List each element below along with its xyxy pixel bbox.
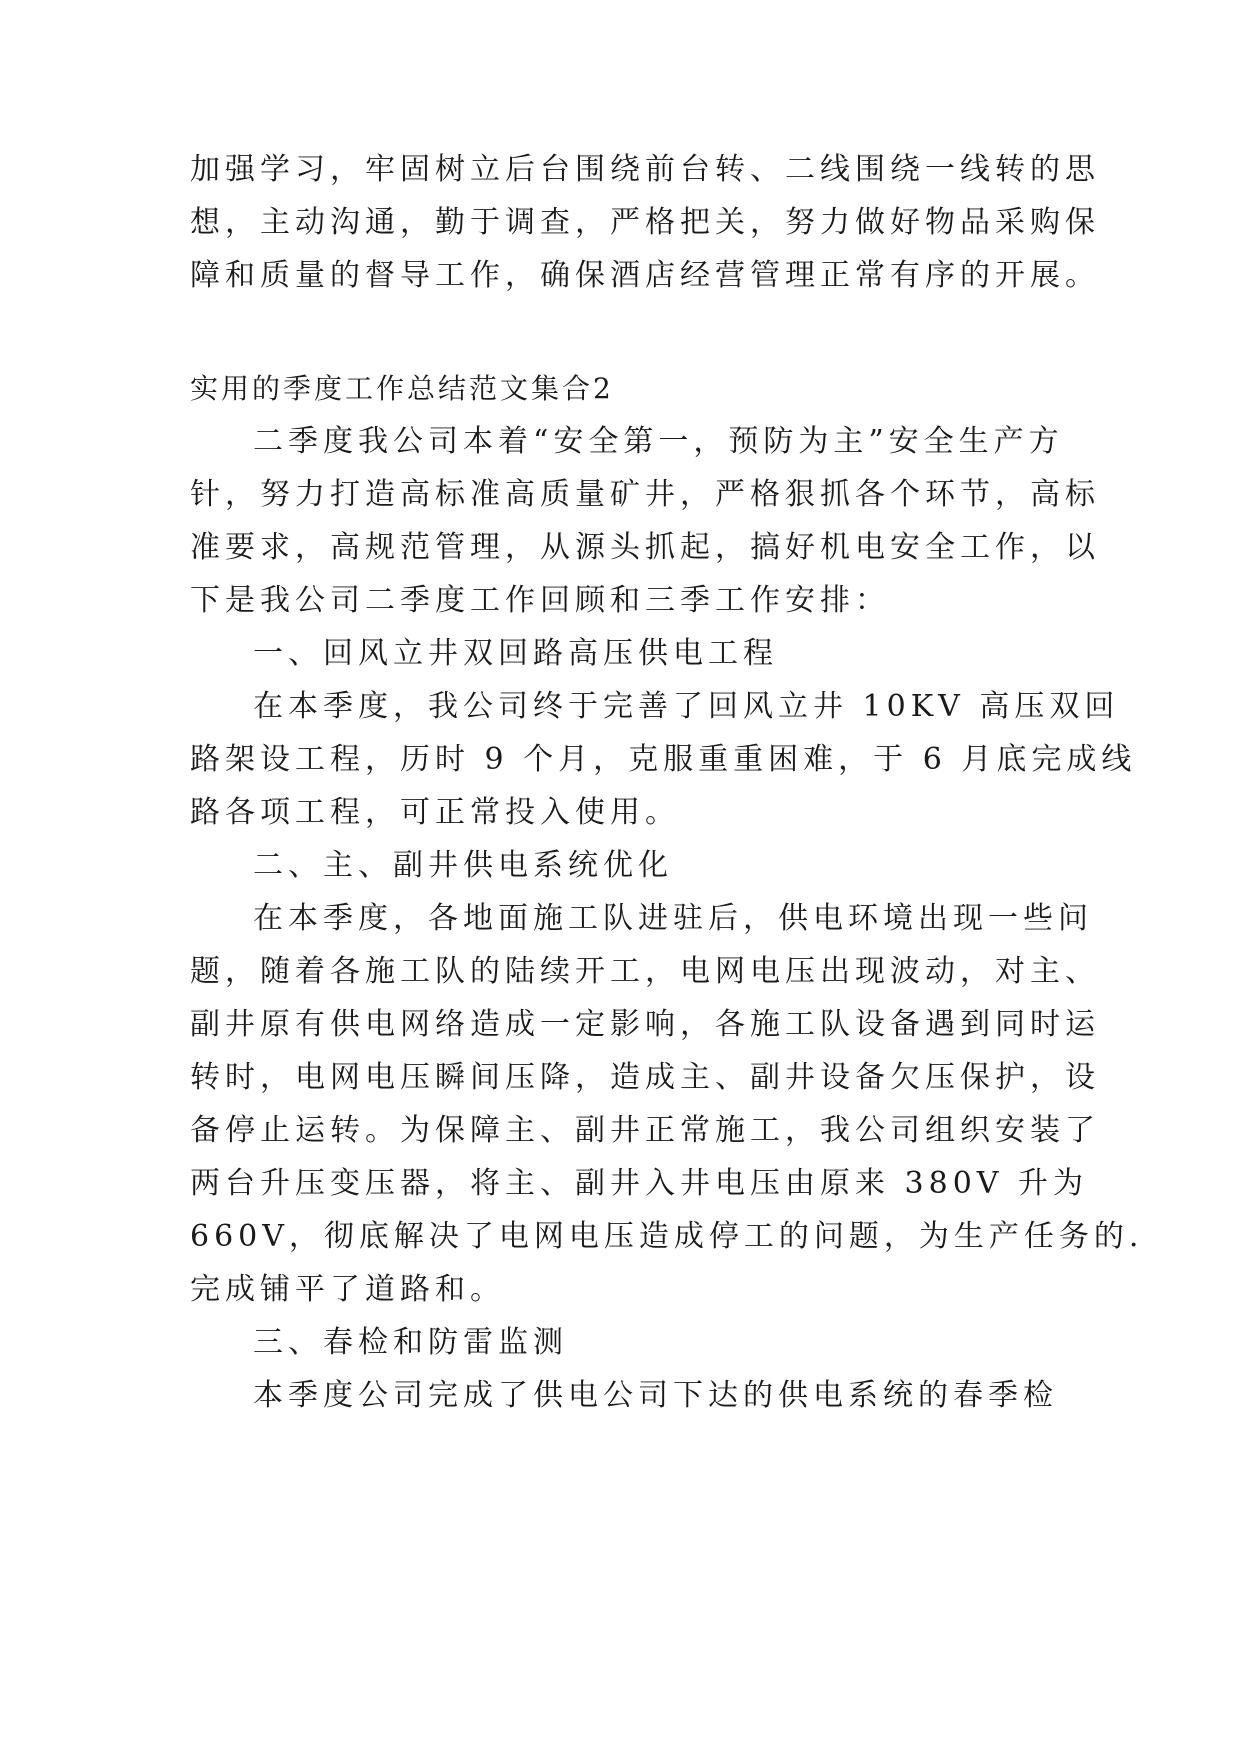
- para1-line-4: 下是我公司二季度工作回顾和三季工作安排：: [190, 583, 890, 618]
- section1-line-1: 在本季度，我公司终于完善了回风立井 10KV 高压双回: [253, 689, 1120, 724]
- section2-line-1: 在本季度，各地面施工队进驻后，供电环境出现一些问: [253, 901, 1093, 936]
- section2-line-5: 备停止运转。为保障主、副井正常施工，我公司组织安装了: [190, 1113, 1100, 1148]
- section3-heading: 三、春检和防雷监测: [253, 1325, 568, 1360]
- section2-line-4: 转时，电网电压瞬间压降，造成主、副井设备欠压保护，设: [190, 1060, 1100, 1095]
- para1-line-1: 二季度我公司本着“安全第一，预防为主”安全生产方: [253, 424, 1064, 459]
- section2-line-7: 660V，彻底解决了电网电压造成停工的问题，为生产任务的.: [190, 1219, 1144, 1254]
- section2-heading: 二、主、副井供电系统优化: [253, 848, 673, 883]
- para1-line-2: 针，努力打造高标准高质量矿井，严格狠抓各个环节，高标: [190, 477, 1100, 512]
- section2-line-8: 完成铺平了道路和。: [190, 1272, 505, 1307]
- document-title: 实用的季度工作总结范文集合2: [190, 372, 614, 405]
- section3-line-1: 本季度公司完成了供电公司下达的供电系统的春季检: [253, 1378, 1058, 1413]
- section2-line-2: 题，随着各施工队的陆续开工，电网电压出现波动，对主、: [190, 954, 1100, 989]
- intro-line-3: 障和质量的督导工作，确保酒店经营管理正常有序的开展。: [190, 258, 1100, 293]
- section1-line-3: 路各项工程，可正常投入使用。: [190, 795, 680, 830]
- section1-heading: 一、回风立井双回路高压供电工程: [253, 636, 778, 671]
- intro-line-2: 想，主动沟通，勤于调查，严格把关，努力做好物品采购保: [190, 205, 1100, 240]
- intro-line-1: 加强学习，牢固树立后台围绕前台转、二线围绕一线转的思: [190, 152, 1100, 187]
- section2-line-3: 副井原有供电网络造成一定影响，各施工队设备遇到同时运: [190, 1007, 1100, 1042]
- section1-line-2: 路架设工程，历时 9 个月，克服重重困难，于 6 月底完成线: [190, 742, 1137, 777]
- para1-line-3: 准要求，高规范管理，从源头抓起，搞好机电安全工作，以: [190, 530, 1100, 565]
- section2-line-6: 两台升压变压器，将主、副井入井电压由原来 380V 升为: [190, 1166, 1088, 1201]
